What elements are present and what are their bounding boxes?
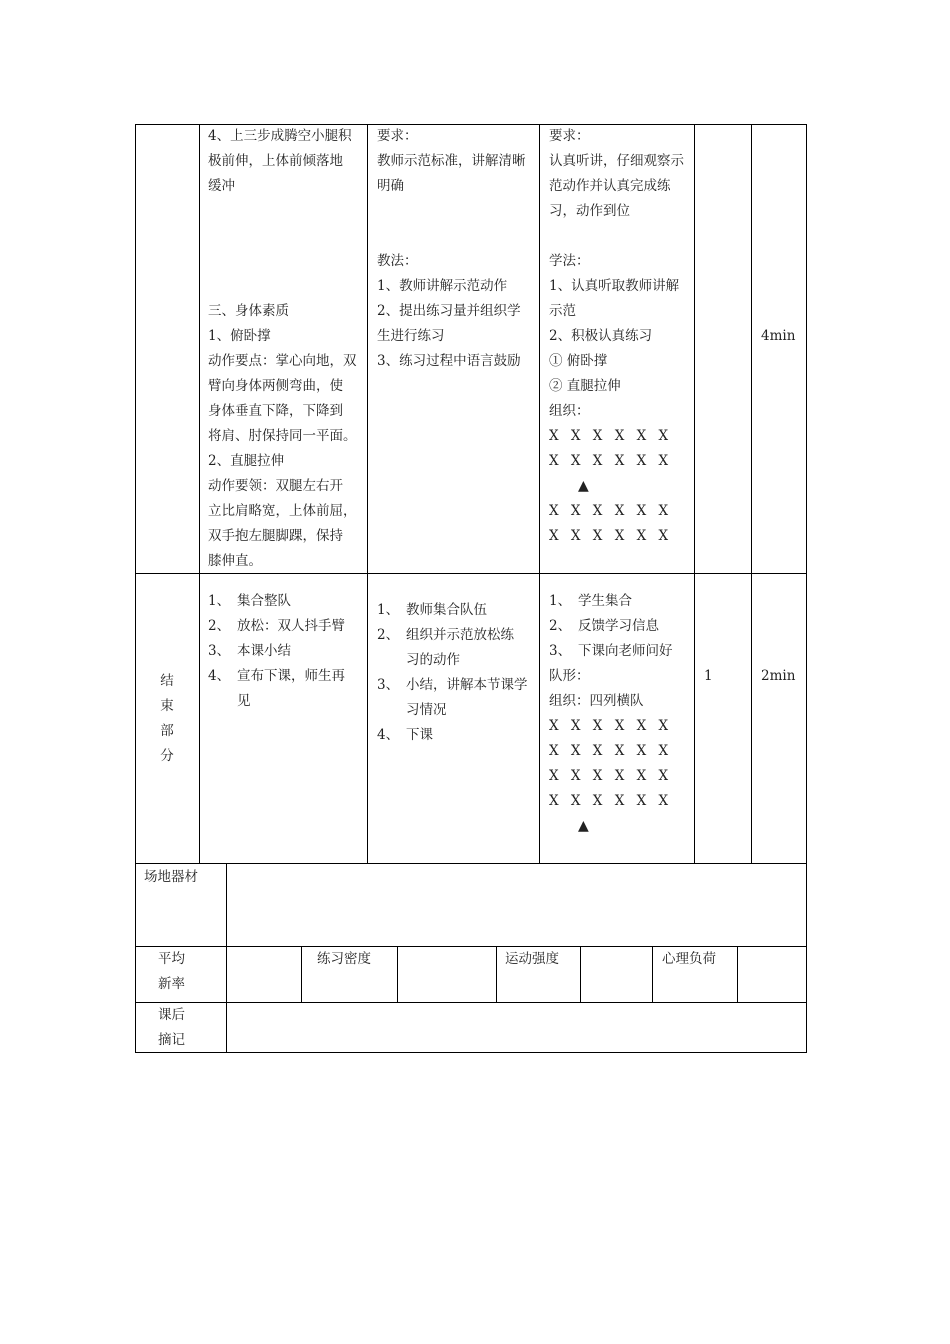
- teacher-line: 明确: [377, 178, 404, 194]
- formation-row: X X X X X X: [549, 428, 673, 444]
- metric-divider-3: [496, 946, 497, 1003]
- content-item: 1、 集合整队: [208, 593, 291, 609]
- section2-time-cell: 2min: [761, 668, 796, 684]
- student-spacer: [549, 224, 691, 249]
- heart-rate-label: [158, 947, 218, 997]
- content-line: 动作要点：掌心向地，双: [208, 353, 357, 369]
- formation-row: X X X X X X: [549, 793, 673, 809]
- table-border-bottom: [135, 1052, 807, 1053]
- section1-student-cell: [549, 124, 691, 549]
- student-line: 示范: [549, 303, 576, 319]
- metric-divider-1: [301, 946, 302, 1003]
- student-item: 3、 下课向老师问好: [549, 643, 673, 659]
- col-divider-2: [367, 124, 368, 864]
- teacher-item: 习情况: [406, 702, 447, 718]
- table-border-left: [135, 124, 136, 1053]
- intensity-label: 运动强度: [505, 951, 559, 967]
- formation-row: X X X X X X: [549, 503, 673, 519]
- metric-divider-5: [652, 946, 653, 1003]
- content-item: 3、 本课小结: [208, 643, 291, 659]
- content-line: 将肩、肘保持同一平面。: [208, 428, 357, 444]
- label-char: 结: [160, 673, 174, 689]
- col-divider-1: [199, 124, 200, 864]
- col-divider-4: [694, 124, 695, 864]
- col-divider-5: [751, 124, 752, 864]
- content-line: 臂向身体两侧弯曲，使: [208, 378, 343, 394]
- student-line: 认真听讲，仔细观察示: [549, 153, 684, 169]
- content-spacer: [208, 199, 364, 299]
- teacher-line: 教师示范标准，讲解清晰: [377, 153, 526, 169]
- teacher-spacer: [377, 199, 537, 249]
- label-line: 新率: [158, 976, 185, 992]
- teacher-position-marker: ▲: [578, 478, 589, 494]
- content-line: 膝伸直。: [208, 553, 262, 569]
- content-line: 4、上三步成腾空小腿积: [208, 128, 352, 144]
- student-line: 要求：: [549, 128, 590, 144]
- student-line: ① 俯卧撑: [549, 353, 608, 369]
- teacher-line: 教法：: [377, 253, 418, 269]
- content-line: 极前伸，上体前倾落地: [208, 153, 343, 169]
- metric-divider-6: [737, 946, 738, 1003]
- formation-row: X X X X X X: [549, 453, 673, 469]
- metric-divider-4: [580, 946, 581, 1003]
- content-line: 缓冲: [208, 178, 235, 194]
- content-line: 动作要领：双腿左右开: [208, 478, 343, 494]
- label-line: 摘记: [158, 1032, 185, 1048]
- formation-row: X X X X X X: [549, 743, 673, 759]
- student-item: 2、 反馈学习信息: [549, 618, 659, 634]
- student-line: 组织：: [549, 403, 590, 419]
- student-item: 1、 学生集合: [549, 593, 632, 609]
- label-char: 部: [160, 723, 174, 739]
- col-divider-3: [539, 124, 540, 864]
- content-line: 双手抱左腿脚踝，保持: [208, 528, 343, 544]
- content-item: 见: [237, 693, 251, 709]
- row-divider-4: [135, 1002, 807, 1003]
- teacher-line: 要求：: [377, 128, 418, 144]
- student-line: 习，动作到位: [549, 203, 630, 219]
- content-line: 三、身体素质: [208, 303, 289, 319]
- content-item: 4、 宣布下课，师生再: [208, 668, 345, 684]
- teacher-line: 3、练习过程中语言鼓励: [377, 353, 521, 369]
- content-line: 立比肩略宽，上体前屈，: [208, 503, 357, 519]
- student-line: ② 直腿拉伸: [549, 378, 621, 394]
- notes-label: [158, 1003, 218, 1053]
- label-col-divider: [226, 863, 227, 1053]
- teacher-item: 4、 下课: [377, 727, 433, 743]
- equipment-label: 场地器材: [144, 869, 198, 885]
- section2-label: [157, 669, 177, 769]
- student-line: 2、积极认真练习: [549, 328, 653, 344]
- teacher-item: 1、 教师集合队伍: [377, 602, 487, 618]
- formation-row: X X X X X X: [549, 528, 673, 544]
- label-char: 分: [160, 748, 174, 764]
- label-line: 课后: [158, 1007, 185, 1023]
- teacher-line: 生进行练习: [377, 328, 445, 344]
- label-line: 平均: [158, 951, 185, 967]
- teacher-item: 2、 组织并示范放松练: [377, 627, 514, 643]
- student-line: 组织：四列横队: [549, 693, 644, 709]
- student-line: 范动作并认真完成练: [549, 178, 671, 194]
- label-char: 束: [160, 698, 174, 714]
- section1-time-cell: 4min: [761, 328, 796, 344]
- content-line: 1、俯卧撑: [208, 328, 271, 344]
- formation-row: X X X X X X: [549, 768, 673, 784]
- formation-row: X X X X X X: [549, 718, 673, 734]
- row-divider-2: [135, 863, 807, 864]
- section1-content-cell: [208, 124, 364, 574]
- teacher-item: 习的动作: [406, 652, 460, 668]
- section2-student-cell: [549, 589, 691, 839]
- section2-teacher-cell: [377, 598, 537, 748]
- teacher-line: 2、提出练习量并组织学: [377, 303, 521, 319]
- table-border-right: [806, 124, 807, 1053]
- teacher-item: 3、 小结，讲解本节课学: [377, 677, 528, 693]
- student-line: 学法：: [549, 253, 590, 269]
- section2-count-cell: 1: [704, 668, 713, 684]
- teacher-position-marker: ▲: [578, 818, 589, 834]
- content-line: 身体垂直下降，下降到: [208, 403, 343, 419]
- section2-content-cell: [208, 589, 364, 714]
- content-line: 2、直腿拉伸: [208, 453, 285, 469]
- teacher-line: 1、教师讲解示范动作: [377, 278, 508, 294]
- load-label: 心理负荷: [662, 951, 716, 967]
- metric-divider-2: [397, 946, 398, 1003]
- student-line: 1、认真听取教师讲解: [549, 278, 680, 294]
- section1-teacher-cell: [377, 124, 537, 374]
- content-item: 2、 放松：双人抖手臂: [208, 618, 345, 634]
- density-label: 练习密度: [317, 951, 371, 967]
- student-line: 队形：: [549, 668, 590, 684]
